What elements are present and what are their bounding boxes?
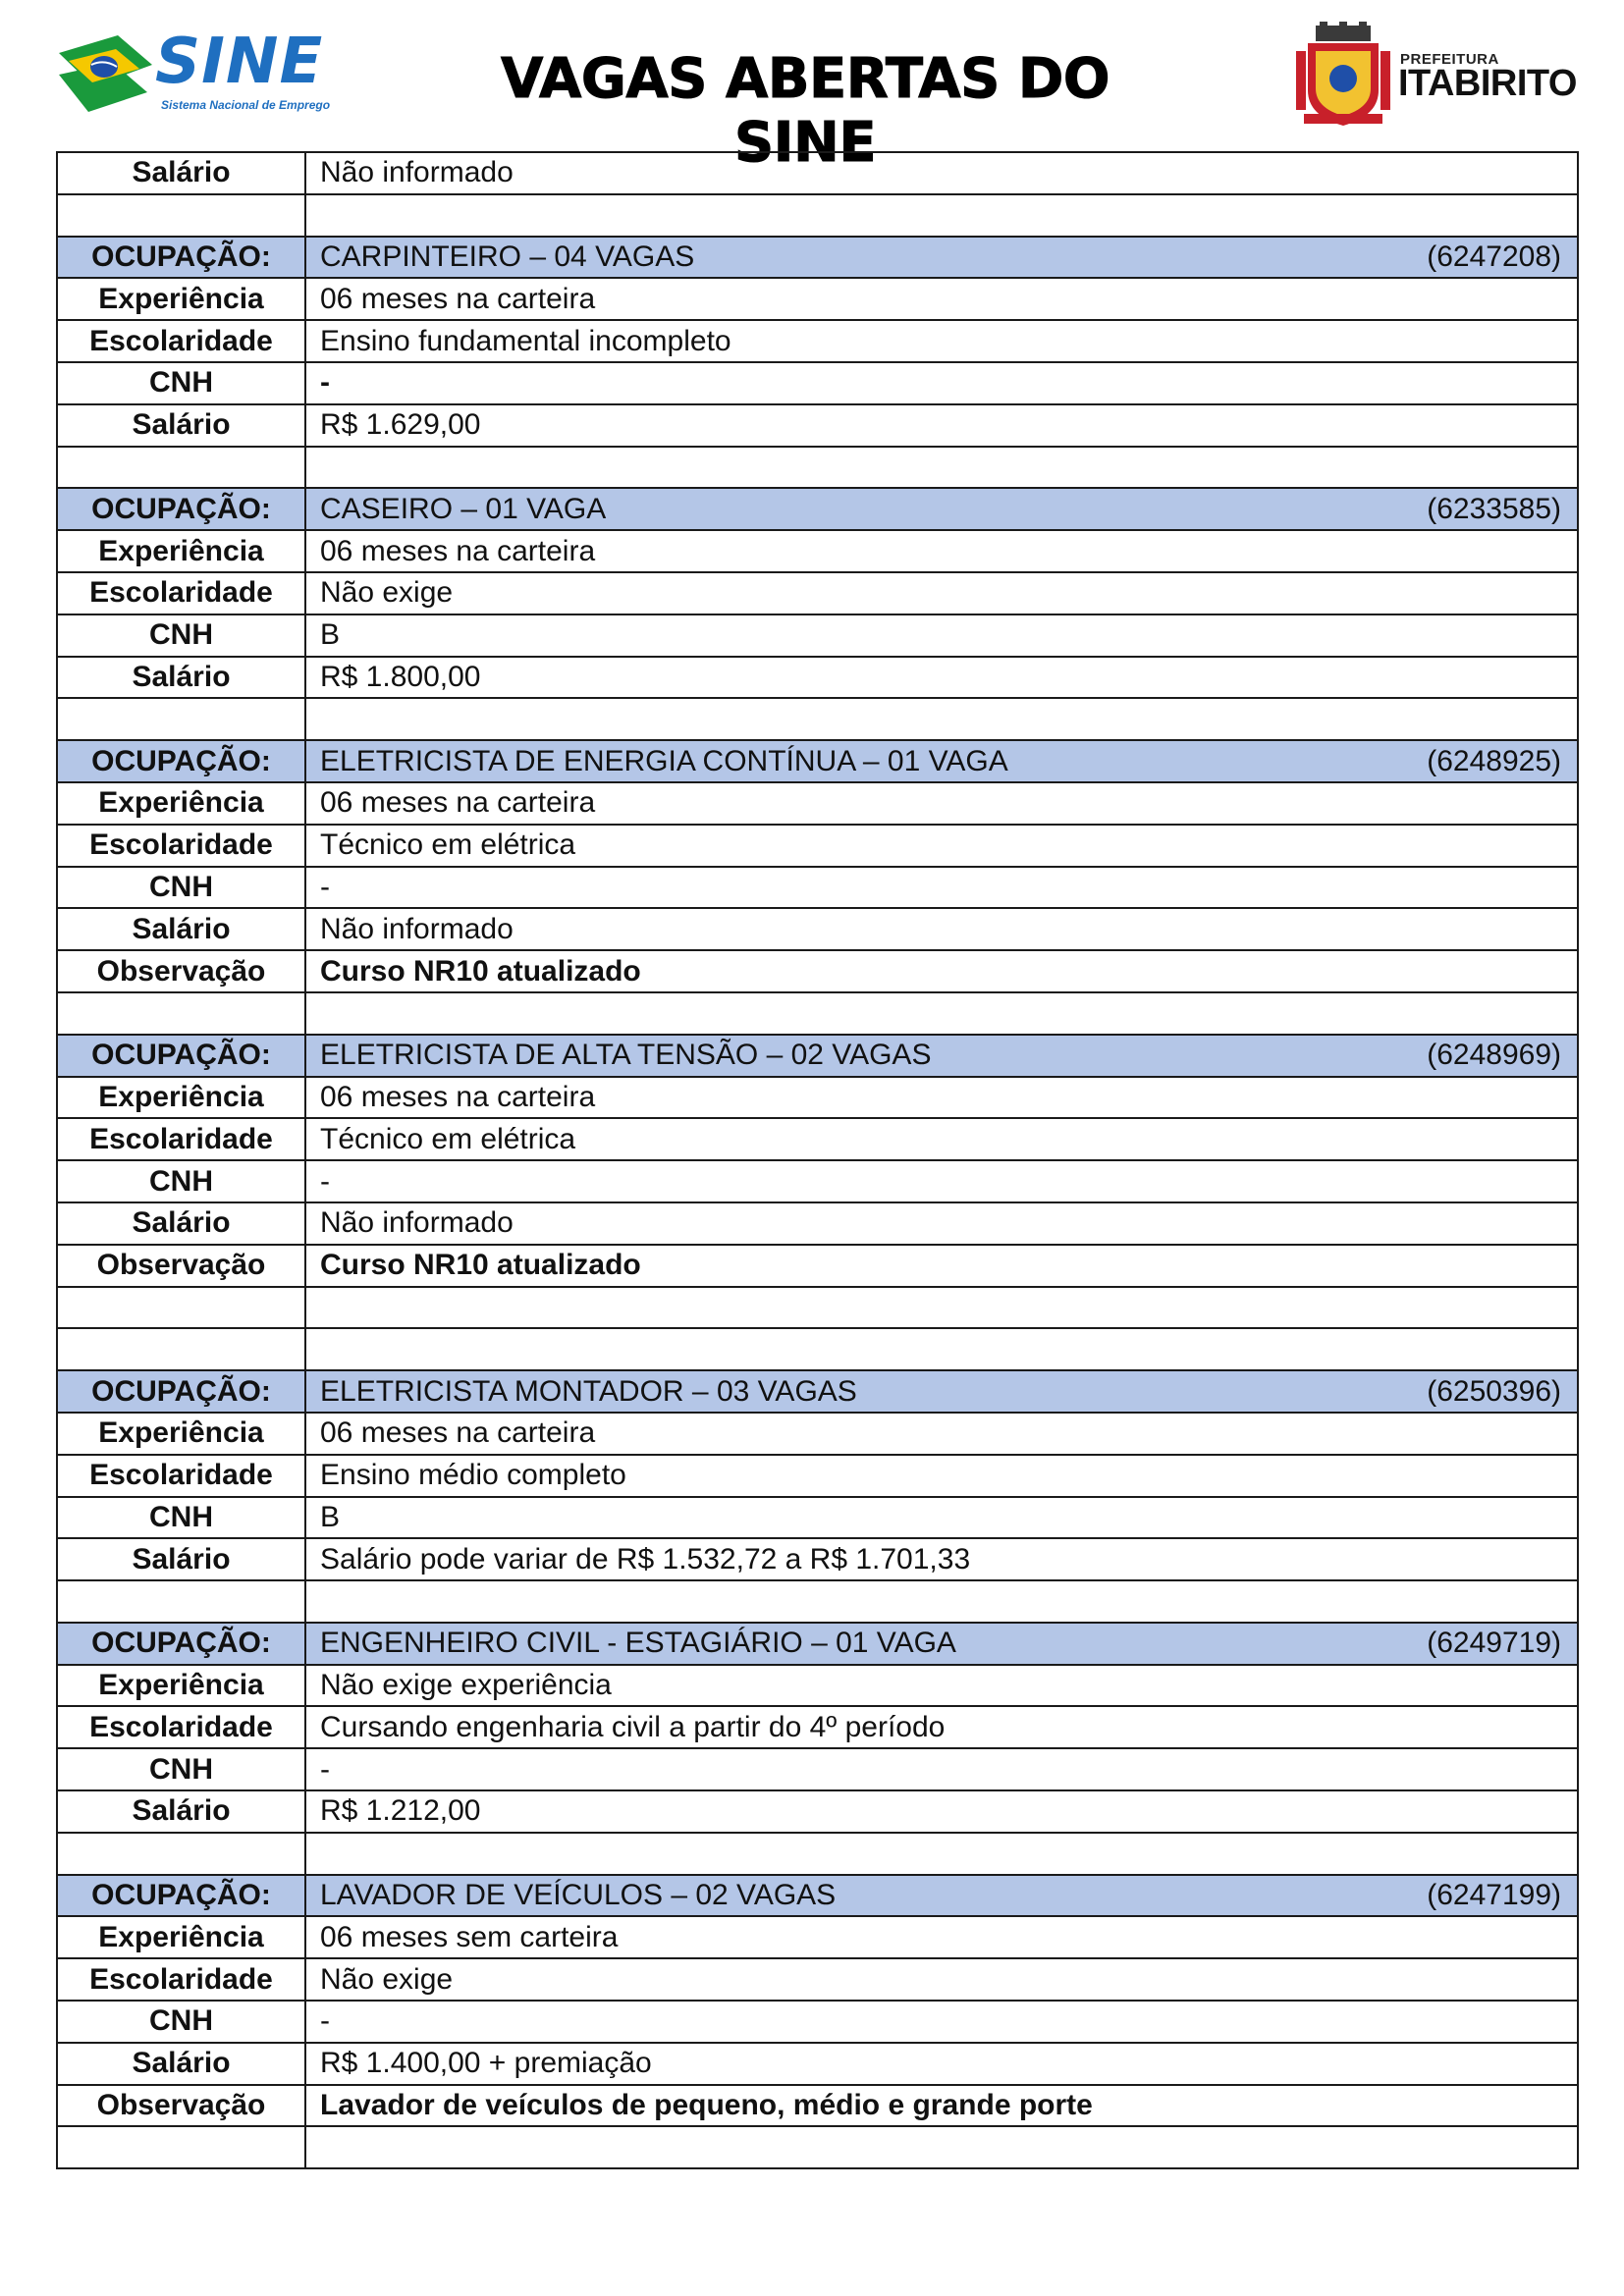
field-value: Não exige bbox=[305, 572, 1578, 614]
spacer-cell bbox=[57, 1833, 305, 1875]
spacer-row bbox=[57, 992, 1578, 1035]
field-value: Não informado bbox=[305, 152, 1578, 194]
field-label: CNH bbox=[57, 1748, 305, 1790]
occupation-title: ENGENHEIRO CIVIL - ESTAGIÁRIO – 01 VAGA bbox=[320, 1627, 956, 1660]
spacer-row bbox=[57, 447, 1578, 489]
field-label: Observação bbox=[57, 2085, 305, 2127]
field-label: CNH bbox=[57, 614, 305, 657]
field-label: Salário bbox=[57, 152, 305, 194]
occupation-title-cell bbox=[305, 1875, 1578, 1917]
field-label: Escolaridade bbox=[57, 1706, 305, 1748]
field-label: Salário bbox=[57, 1790, 305, 1833]
table-row bbox=[57, 1245, 1578, 1287]
occupation-row bbox=[57, 1035, 1578, 1077]
field-label: Escolaridade bbox=[57, 572, 305, 614]
sine-wordmark: SINE bbox=[155, 26, 324, 98]
field-label: Escolaridade bbox=[57, 1958, 305, 2001]
field-value: Técnico em elétrica bbox=[305, 1118, 1578, 1160]
field-value: Curso NR10 atualizado bbox=[305, 950, 1578, 992]
field-label: CNH bbox=[57, 1497, 305, 1539]
field-value: Não exige experiência bbox=[305, 1665, 1578, 1707]
city-label: ITABIRITO bbox=[1398, 63, 1577, 104]
table-row bbox=[57, 867, 1578, 909]
spacer-row bbox=[57, 698, 1578, 740]
field-label: Experiência bbox=[57, 278, 305, 320]
table-row bbox=[57, 2001, 1578, 2043]
table-row bbox=[57, 908, 1578, 950]
occupation-row bbox=[57, 740, 1578, 782]
field-label: Escolaridade bbox=[57, 1118, 305, 1160]
sine-subtitle: Sistema Nacional de Emprego bbox=[161, 98, 331, 112]
field-label: Experiência bbox=[57, 1413, 305, 1455]
table-row bbox=[57, 1497, 1578, 1539]
field-label: CNH bbox=[57, 867, 305, 909]
table-row bbox=[57, 614, 1578, 657]
spacer-cell bbox=[57, 1287, 305, 1329]
table-row bbox=[57, 278, 1578, 320]
field-label: Experiência bbox=[57, 782, 305, 825]
occupation-label: OCUPAÇÃO: bbox=[57, 1370, 305, 1413]
occupation-title-cell bbox=[305, 1623, 1578, 1665]
field-label: Escolaridade bbox=[57, 825, 305, 867]
field-value: - bbox=[305, 1160, 1578, 1202]
spacer-cell bbox=[57, 1328, 305, 1370]
table-row bbox=[57, 825, 1578, 867]
occupation-title-cell bbox=[305, 237, 1578, 279]
occupation-label: OCUPAÇÃO: bbox=[57, 1623, 305, 1665]
spacer-row bbox=[57, 2126, 1578, 2168]
field-label: CNH bbox=[57, 1160, 305, 1202]
table-row bbox=[57, 782, 1578, 825]
field-value: 06 meses na carteira bbox=[305, 278, 1578, 320]
field-label: Salário bbox=[57, 404, 305, 447]
field-value: Não exige bbox=[305, 1958, 1578, 2001]
occupation-label: OCUPAÇÃO: bbox=[57, 237, 305, 279]
city-crest-icon bbox=[1294, 22, 1392, 130]
field-value: - bbox=[305, 2001, 1578, 2043]
prefeitura-label: PREFEITURA bbox=[1400, 51, 1499, 68]
table-row bbox=[57, 194, 1578, 237]
field-label: Observação bbox=[57, 1245, 305, 1287]
table-row bbox=[57, 404, 1578, 447]
spacer-cell bbox=[57, 447, 305, 489]
occupation-label: OCUPAÇÃO: bbox=[57, 488, 305, 530]
page-title: VAGAS ABERTAS DO SINE bbox=[500, 47, 1110, 175]
table-row bbox=[57, 1118, 1578, 1160]
table-row bbox=[57, 320, 1578, 362]
vacancy-code: (6247199) bbox=[1427, 1879, 1561, 1912]
occupation-title: ELETRICISTA DE ALTA TENSÃO – 02 VAGAS bbox=[320, 1039, 932, 1072]
table-row bbox=[57, 2043, 1578, 2085]
occupation-title: ELETRICISTA MONTADOR – 03 VAGAS bbox=[320, 1374, 857, 1408]
occupation-title: LAVADOR DE VEÍCULOS – 02 VAGAS bbox=[320, 1879, 837, 1912]
field-value: - bbox=[305, 1748, 1578, 1790]
table-row bbox=[57, 1706, 1578, 1748]
occupation-title-cell bbox=[305, 1035, 1578, 1077]
table-row bbox=[57, 2085, 1578, 2127]
spacer-cell bbox=[57, 2126, 305, 2168]
table-row bbox=[57, 1202, 1578, 1245]
spacer-row bbox=[57, 1833, 1578, 1875]
field-label: Escolaridade bbox=[57, 320, 305, 362]
spacer-cell bbox=[305, 447, 1578, 489]
table-row bbox=[57, 950, 1578, 992]
field-label: CNH bbox=[57, 2001, 305, 2043]
jobs-table-body bbox=[57, 152, 1578, 2168]
field-label: Salário bbox=[57, 657, 305, 699]
spacer-cell bbox=[57, 992, 305, 1035]
field-label: Escolaridade bbox=[57, 1455, 305, 1497]
field-label: Salário bbox=[57, 908, 305, 950]
table-row bbox=[57, 1413, 1578, 1455]
prefeitura-itabirito-logo bbox=[1294, 22, 1577, 130]
occupation-label: OCUPAÇÃO: bbox=[57, 740, 305, 782]
vacancy-code: (6250396) bbox=[1427, 1374, 1561, 1408]
field-label bbox=[57, 194, 305, 237]
field-value: Curso NR10 atualizado bbox=[305, 1245, 1578, 1287]
table-row bbox=[57, 1665, 1578, 1707]
table-row bbox=[57, 1160, 1578, 1202]
field-value: - bbox=[305, 867, 1578, 909]
occupation-label: OCUPAÇÃO: bbox=[57, 1035, 305, 1077]
table-row bbox=[57, 530, 1578, 572]
field-value bbox=[305, 194, 1578, 237]
field-value: R$ 1.800,00 bbox=[305, 657, 1578, 699]
field-value: R$ 1.629,00 bbox=[305, 404, 1578, 447]
table-row bbox=[57, 1790, 1578, 1833]
spacer-row bbox=[57, 1287, 1578, 1329]
occupation-title-cell bbox=[305, 488, 1578, 530]
table-row bbox=[57, 1455, 1578, 1497]
field-label: CNH bbox=[57, 362, 305, 404]
field-value: Cursando engenharia civil a partir do 4º período bbox=[305, 1706, 1578, 1748]
table-row bbox=[57, 362, 1578, 404]
vacancy-code: (6249719) bbox=[1427, 1627, 1561, 1660]
field-label: Experiência bbox=[57, 1665, 305, 1707]
sine-logo bbox=[59, 26, 344, 120]
vacancy-code: (6248969) bbox=[1427, 1039, 1561, 1072]
occupation-row bbox=[57, 237, 1578, 279]
table-row bbox=[57, 152, 1578, 194]
brazil-flag-icon bbox=[59, 35, 152, 114]
spacer-row bbox=[57, 1580, 1578, 1623]
field-value: - bbox=[305, 362, 1578, 404]
occupation-label: OCUPAÇÃO: bbox=[57, 1875, 305, 1917]
field-value: Não informado bbox=[305, 908, 1578, 950]
occupation-row bbox=[57, 1370, 1578, 1413]
occupation-row bbox=[57, 1875, 1578, 1917]
field-value: R$ 1.400,00 + premiação bbox=[305, 2043, 1578, 2085]
field-value: 06 meses na carteira bbox=[305, 530, 1578, 572]
field-value: 06 meses na carteira bbox=[305, 1413, 1578, 1455]
table-row bbox=[57, 1538, 1578, 1580]
field-value: Não informado bbox=[305, 1202, 1578, 1245]
field-value: B bbox=[305, 614, 1578, 657]
vacancy-code: (6248925) bbox=[1427, 744, 1561, 777]
occupation-title-cell bbox=[305, 740, 1578, 782]
spacer-cell bbox=[57, 698, 305, 740]
field-label: Experiência bbox=[57, 1077, 305, 1119]
spacer-cell bbox=[305, 1287, 1578, 1329]
field-label: Salário bbox=[57, 1202, 305, 1245]
table-row bbox=[57, 1916, 1578, 1958]
field-label: Experiência bbox=[57, 1916, 305, 1958]
table-row bbox=[57, 1077, 1578, 1119]
field-value: Técnico em elétrica bbox=[305, 825, 1578, 867]
occupation-title: ELETRICISTA DE ENERGIA CONTÍNUA – 01 VAGA bbox=[320, 744, 1008, 777]
field-label: Experiência bbox=[57, 530, 305, 572]
spacer-cell bbox=[305, 992, 1578, 1035]
spacer-cell bbox=[57, 1580, 305, 1623]
occupation-row bbox=[57, 488, 1578, 530]
field-label: Salário bbox=[57, 1538, 305, 1580]
vacancy-code: (6233585) bbox=[1427, 492, 1561, 525]
field-value: Ensino fundamental incompleto bbox=[305, 320, 1578, 362]
occupation-title-cell bbox=[305, 1370, 1578, 1413]
field-value: B bbox=[305, 1497, 1578, 1539]
vacancy-code: (6247208) bbox=[1427, 240, 1561, 273]
spacer-cell bbox=[305, 1580, 1578, 1623]
table-row bbox=[57, 572, 1578, 614]
field-label: Observação bbox=[57, 950, 305, 992]
table-row bbox=[57, 657, 1578, 699]
spacer-cell bbox=[305, 1328, 1578, 1370]
field-value: 06 meses sem carteira bbox=[305, 1916, 1578, 1958]
table-row bbox=[57, 1958, 1578, 2001]
field-label: Salário bbox=[57, 2043, 305, 2085]
spacer-row bbox=[57, 1328, 1578, 1370]
jobs-table bbox=[56, 151, 1579, 2169]
occupation-title: CARPINTEIRO – 04 VAGAS bbox=[320, 240, 695, 273]
table-row bbox=[57, 1748, 1578, 1790]
spacer-cell bbox=[305, 1833, 1578, 1875]
field-value: 06 meses na carteira bbox=[305, 1077, 1578, 1119]
field-value: 06 meses na carteira bbox=[305, 782, 1578, 825]
spacer-cell bbox=[305, 2126, 1578, 2168]
field-value: Lavador de veículos de pequeno, médio e grande porte bbox=[305, 2085, 1578, 2127]
field-value: Salário pode variar de R$ 1.532,72 a R$ 1.701,33 bbox=[305, 1538, 1578, 1580]
spacer-cell bbox=[305, 698, 1578, 740]
occupation-row bbox=[57, 1623, 1578, 1665]
field-value: R$ 1.212,00 bbox=[305, 1790, 1578, 1833]
occupation-title: CASEIRO – 01 VAGA bbox=[320, 492, 607, 525]
field-value: Ensino médio completo bbox=[305, 1455, 1578, 1497]
